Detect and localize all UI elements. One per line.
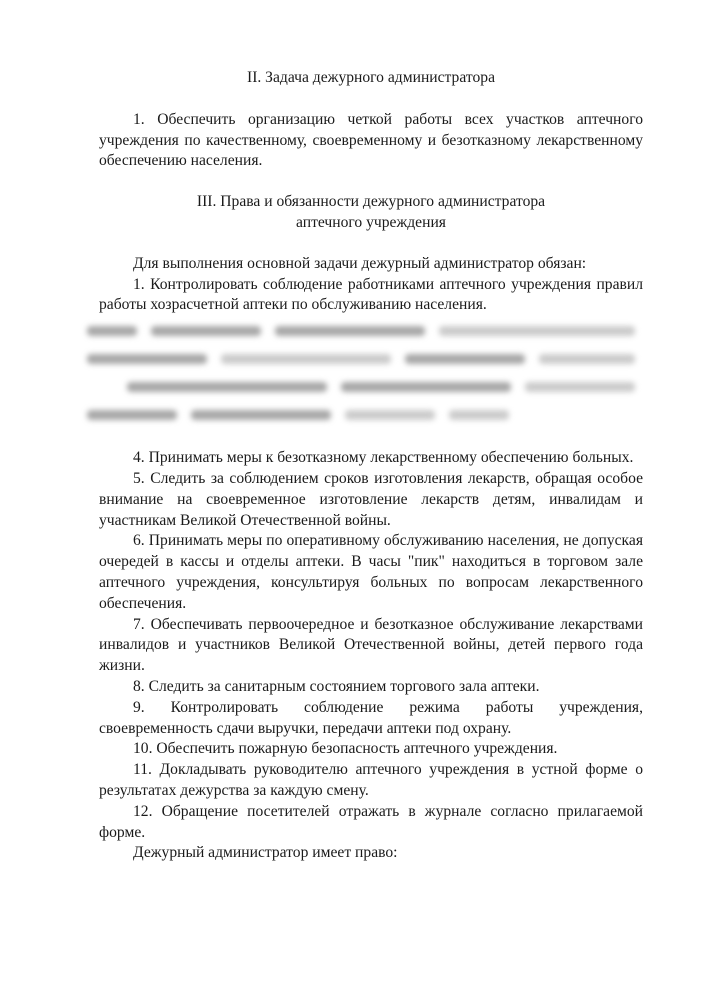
section-2-heading: II. Задача дежурного администратора	[247, 69, 495, 86]
section-3-intro: Для выполнения основной задачи дежурный администратор обязан:	[133, 254, 587, 272]
section-3-item-12: 12. Обращение посетителей отражать в журнале согласно прилагаемой форме.	[99, 802, 643, 841]
section-3-item-11: 11. Докладывать руководителю аптечного учреждения в устной форме о результатах дежурства за каждую смену.	[99, 761, 643, 799]
document-page	[99, 60, 643, 864]
section-3-item-10: 10. Обеспечить пожарную безопасность аптечного учреждения.	[133, 740, 558, 758]
redacted-block	[87, 320, 647, 438]
section-3-item-5: 5. Следить за соблюдением сроков изготовления лекарств, обращая особое внимание на своевременное изготовление лекарств детям, инвалидам и участникам Великой Отечественной войны.	[99, 469, 643, 529]
section-3-item-9: 9. Контролировать соблюдение режима работы учреждения, своевременность сдачи выручки, передачи аптеки под охрану.	[99, 698, 643, 737]
section-3-item-7: 7. Обеспечивать первоочередное и безотказное обслуживание лекарствами инвалидов и участников Великой Отечественной войны, детей первого года жизни.	[99, 615, 643, 675]
section-3-heading-line-2: аптечного учреждения	[296, 213, 446, 231]
section-2-item-1: 1. Обеспечить организацию четкой работы всех участков аптечного учреждения по качественному, своевременному и безотказному лекарственному обеспечению населения.	[99, 110, 643, 170]
rights-intro: Дежурный администратор имеет право:	[133, 844, 398, 862]
section-3-item-4: 4. Принимать меры к безотказному лекарственному обеспечению больных.	[133, 449, 634, 467]
section-3-item-6: 6. Принимать меры по оперативному обслуживанию населения, не допуская очередей в кассы и отделы аптеки. В часы "пик" находиться в торговом зале аптечного учреждения, консультируя больных по вопросам лекарственного обеспечения.	[99, 532, 643, 612]
section-3-item-1: 1. Контролировать соблюдение работниками аптечного учреждения правил работы хозрасчетной аптеки по обслуживанию населения.	[99, 275, 643, 314]
section-3-item-8: 8. Следить за санитарным состоянием торгового зала аптеки.	[133, 677, 540, 695]
section-3-heading-line-1: III. Права и обязанности дежурного администратора	[196, 193, 546, 211]
